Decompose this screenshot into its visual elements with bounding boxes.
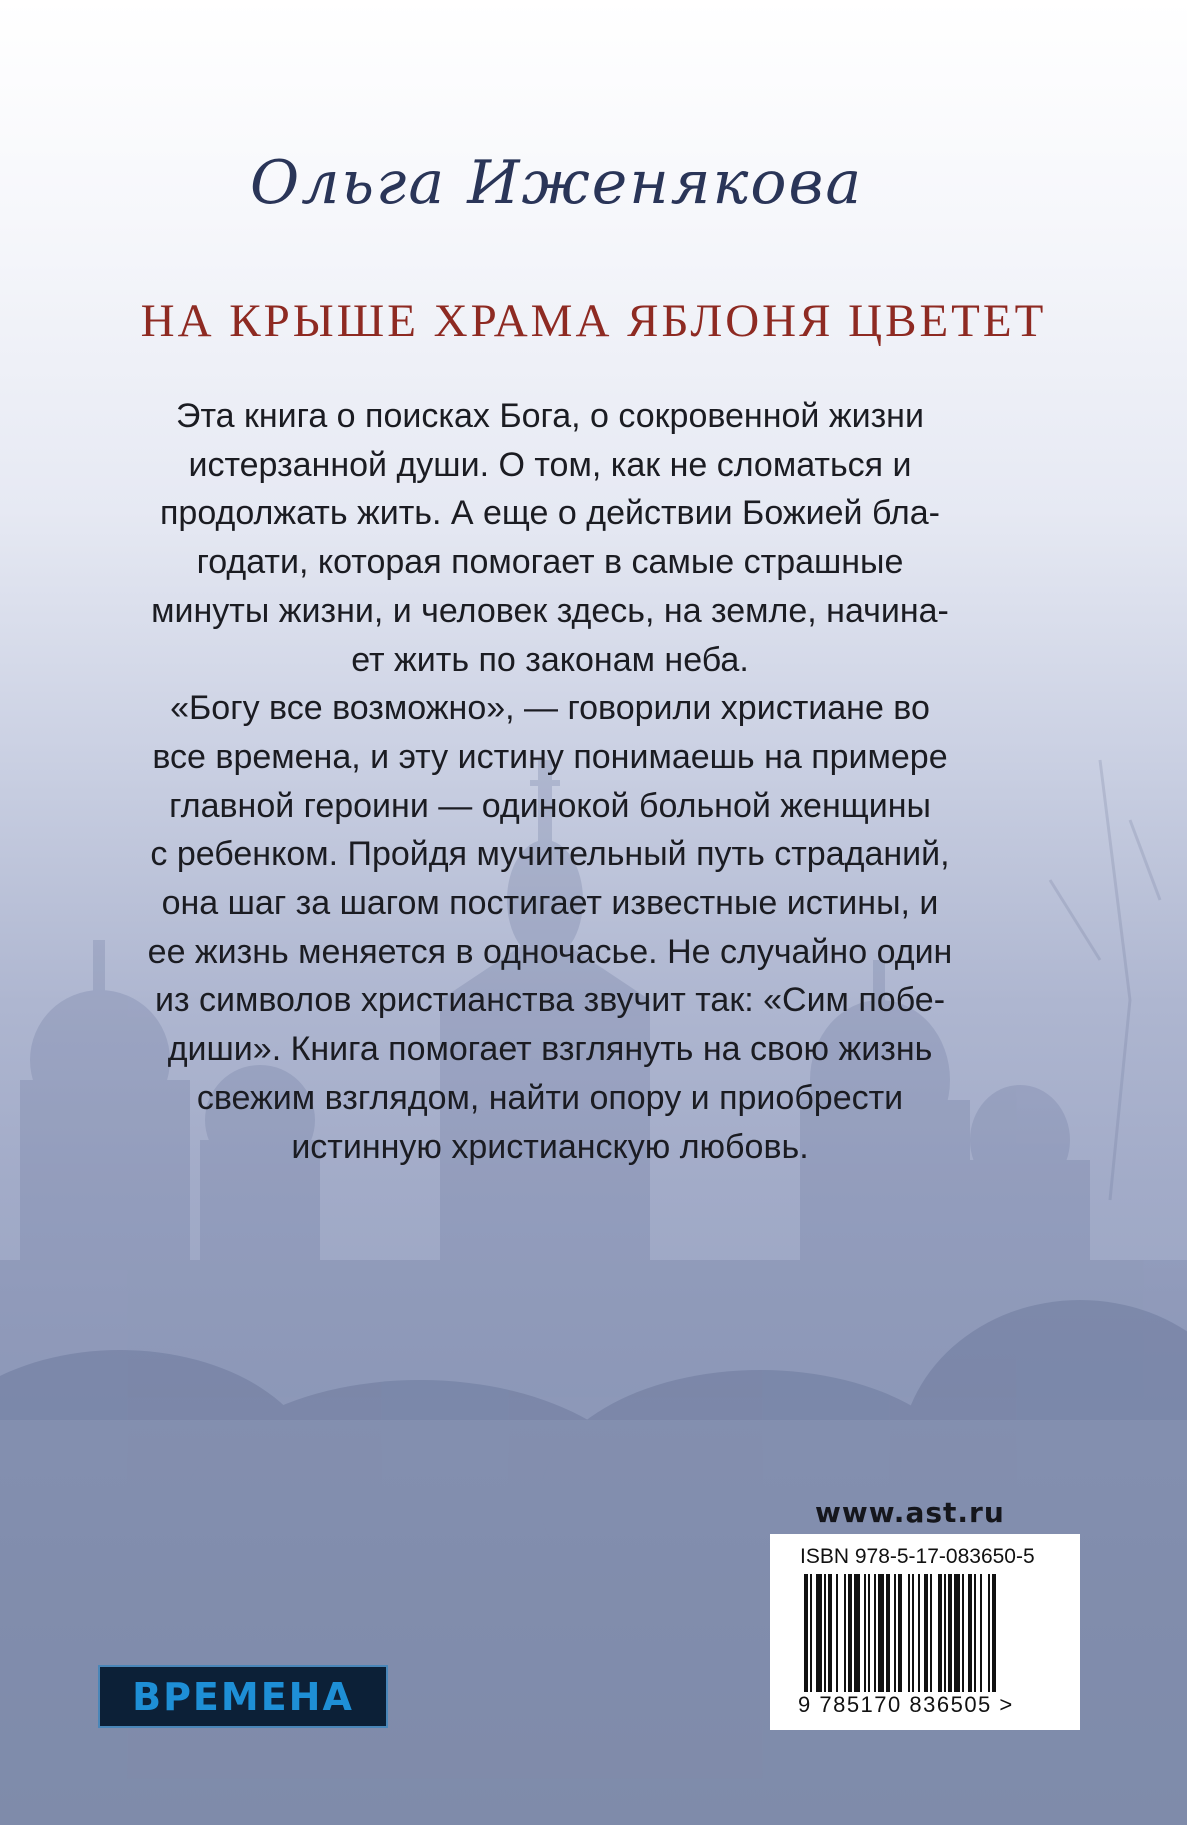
description-line: она шаг за шагом постигает известные истины, и: [161, 884, 939, 923]
publisher-website: www.ast.ru: [815, 1496, 1005, 1529]
book-title: НА КРЫШЕ ХРАМА ЯБЛОНЯ ЦВЕТЕТ: [140, 295, 1047, 347]
description-line: минуты жизни, и человек здесь, на земле, начина-: [151, 591, 949, 630]
author-name: Ольга Иженякова: [250, 148, 864, 218]
description-line: годати, которая помогает в самые страшные: [196, 543, 904, 582]
description-line: из символов христианства звучит так: «Сим побе-: [154, 981, 946, 1020]
publisher-logo: [98, 1665, 388, 1728]
description-line: все времена, и эту истину понимаешь на примере: [152, 737, 948, 776]
description-line: истерзанной души. О том, как не сломаться и: [188, 445, 912, 484]
isbn-barcode: [770, 1534, 1080, 1730]
description-line: ее жизнь меняется в одночасье. Не случайно один: [147, 932, 953, 971]
barcode-digits: 9 785170 836505 >: [798, 1692, 1014, 1717]
isbn-number: ISBN 978-5-17-083650-5: [800, 1545, 1035, 1568]
book-description: [110, 392, 990, 1171]
description-line: главной героини — одинокой больной женщины: [169, 786, 931, 825]
description-line: «Богу все возможно», — говорили христиане во: [170, 689, 930, 728]
description-line: продолжать жить. А еще о действии Божией бла-: [160, 494, 940, 533]
description-line: с ребенком. Пройдя мучительный путь страданий,: [150, 835, 950, 874]
description-line: диши». Книга помогает взглянуть на свою жизнь: [167, 1030, 933, 1069]
description-line: Эта книга о поисках Бога, о сокровенной жизни: [176, 397, 924, 435]
publisher-logo-text: ВРЕМЕНА: [132, 1674, 354, 1719]
description-line: ет жить по законам неба.: [351, 640, 749, 679]
description-line: свежим взглядом, найти опору и приобрести: [196, 1078, 904, 1117]
description-line: истинную христианскую любовь.: [291, 1127, 809, 1166]
